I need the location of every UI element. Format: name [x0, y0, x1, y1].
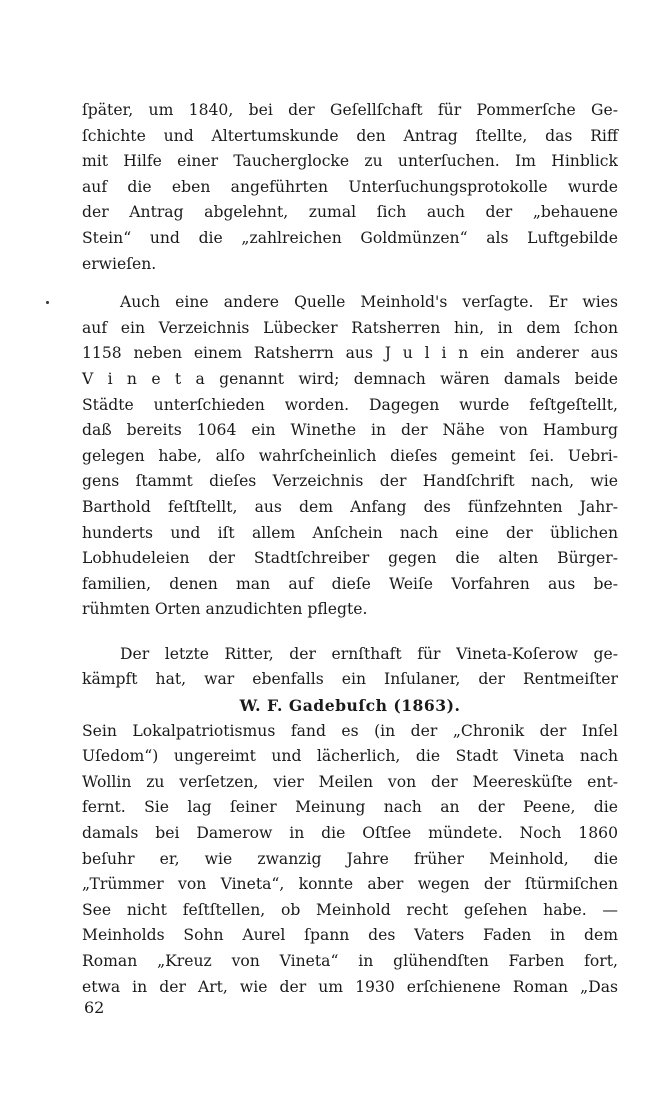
text-line: Meinholds Sohn Aurel ſpann des Vaters Faden in dem	[82, 926, 618, 945]
text-line: ſchichte und Altertumskunde den Antrag ſtellte, das Riff	[82, 126, 618, 145]
text-line: Roman „Kreuz von Vineta“ in glühendſten Farben fort,	[82, 952, 618, 970]
paragraph-1	[82, 98, 618, 277]
text-line: See nicht feſtſtellen, ob Meinhold recht geſehen habe. —	[82, 900, 618, 919]
text-line: damals bei Damerow in die Oſtſee mündete. Noch 1860	[82, 824, 618, 843]
person-heading: W. F. Gadebuſch (1863).	[239, 696, 461, 716]
text-line: 1158 neben einem Ratsherrn aus J u l i n ein anderer aus	[82, 344, 618, 363]
text-line: Barthold feſtſtellt, aus dem Anfang des fünfzehnten Jahr-	[82, 497, 618, 516]
text-line: Auch eine andere Quelle Meinhold's verſagte. Er wies	[120, 293, 618, 312]
text-line: auf ein Verzeichnis Lübecker Ratsherren hin, in dem ſchon	[82, 318, 618, 337]
text-line: kämpft hat, war ebenfalls ein Inſulaner, der Rentmeiſter	[82, 670, 618, 689]
text-line: familien, denen man auf dieſe Weiſe Vorfahren aus be-	[82, 574, 618, 593]
text-line: Wollin zu verſetzen, vier Meilen von der Meeresküſte ent-	[82, 772, 618, 791]
page-body	[82, 98, 618, 1000]
margin-dot	[46, 301, 49, 304]
text-line: gens ſtammt dieſes Verzeichnis der Handſchrift nach, wie	[82, 472, 618, 491]
paragraph-3	[82, 642, 618, 693]
text-line: erwieſen.	[82, 254, 157, 273]
text-line: Stein“ und die „zahlreichen Goldmünzen“ als Luftgebilde	[82, 228, 618, 247]
text-line: „Trümmer von Vineta“, konnte aber wegen der ſtürmiſchen	[82, 875, 618, 894]
text-line: fernt. Sie lag ſeiner Meinung nach an der Peene, die	[82, 798, 618, 817]
text-line: mit Hilfe einer Taucherglocke zu unterſuchen. Im Hinblick	[82, 152, 618, 171]
text-line: Sein Lokalpatriotismus fand es (in der „Chronik der Inſel	[82, 721, 618, 740]
text-line: ſpäter, um 1840, bei der Geſellſchaft für Pommerſche Ge-	[82, 101, 618, 119]
text-line: daß bereits 1064 ein Winethe in der Nähe von Hamburg	[82, 421, 618, 440]
text-line: der Antrag abgelehnt, zumal ſich auch der „behauene	[82, 203, 618, 222]
text-line: rühmten Orten anzudichten pflegte.	[82, 600, 368, 619]
text-line: etwa in der Art, wie der um 1930 erſchienene Roman „Das	[82, 977, 618, 996]
paragraph-4	[82, 719, 618, 1001]
paragraph-2	[82, 290, 618, 623]
text-line: Lobhudeleien der Stadtſchreiber gegen die alten Bürger-	[82, 549, 618, 568]
text-line: Der letzte Ritter, der ernſthaft für Vineta-Koſerow ge-	[120, 644, 618, 663]
text-line: hunderts und iſt allem Anſchein nach eine der üblichen	[82, 523, 618, 542]
text-line: beſuhr er, wie zwanzig Jahre früher Meinhold, die	[82, 849, 618, 868]
page-number: 62	[84, 998, 105, 1017]
text-line: Städte unterſchieden worden. Dagegen wurde feſtgeſtellt,	[82, 395, 618, 414]
text-line: Uſedom“) ungereimt und lächerlich, die Stadt Vineta nach	[82, 747, 618, 766]
text-line: V i n e t a genannt wird; demnach wären damals beide	[82, 369, 618, 388]
text-line: gelegen habe, alſo wahrſcheinlich dieſes gemeint ſei. Uebri-	[82, 446, 618, 465]
text-line: auf die eben angeführten Unterſuchungsprotokolle wurde	[82, 177, 618, 196]
